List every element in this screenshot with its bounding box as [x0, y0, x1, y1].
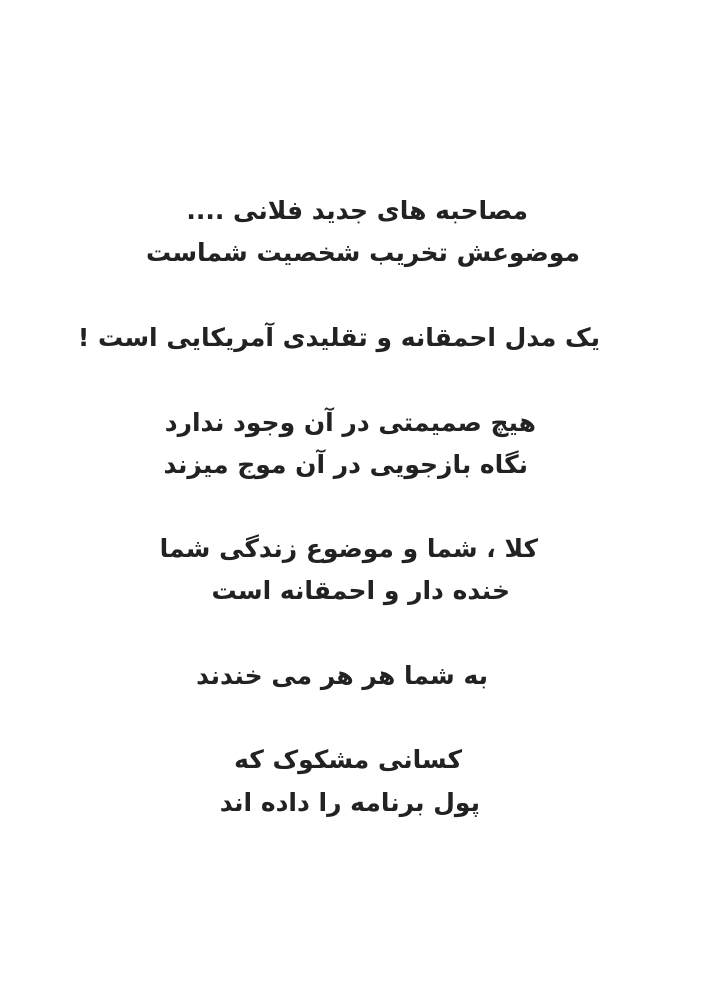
stanza-3-line-2: نگاه بازجویی در آن موج میزند	[163, 450, 528, 479]
stanza-1-line-2: موضوعش تخریب شخصیت شماست	[145, 238, 580, 267]
stanza-5-line-1: به شما هر هر می خندند	[196, 661, 488, 690]
stanza-4-line-2: خنده دار و احمقانه است	[211, 576, 510, 605]
stanza-2-line-1: یک مدل احمقانه و تقلیدی آمریکایی است !	[77, 323, 600, 352]
stanza-6-line-1: کسانی مشکوک که	[234, 745, 462, 774]
stanza-1-line-1: مصاحبه های جدید فلانی ....	[186, 196, 528, 225]
stanza-6-line-2: پول برنامه را داده اند	[219, 788, 480, 817]
stanza-4-line-1: کلا ، شما و موضوع زندگی شما	[159, 534, 538, 563]
stanza-3-line-1: هیچ صمیمتی در آن وجود ندارد	[164, 408, 536, 437]
